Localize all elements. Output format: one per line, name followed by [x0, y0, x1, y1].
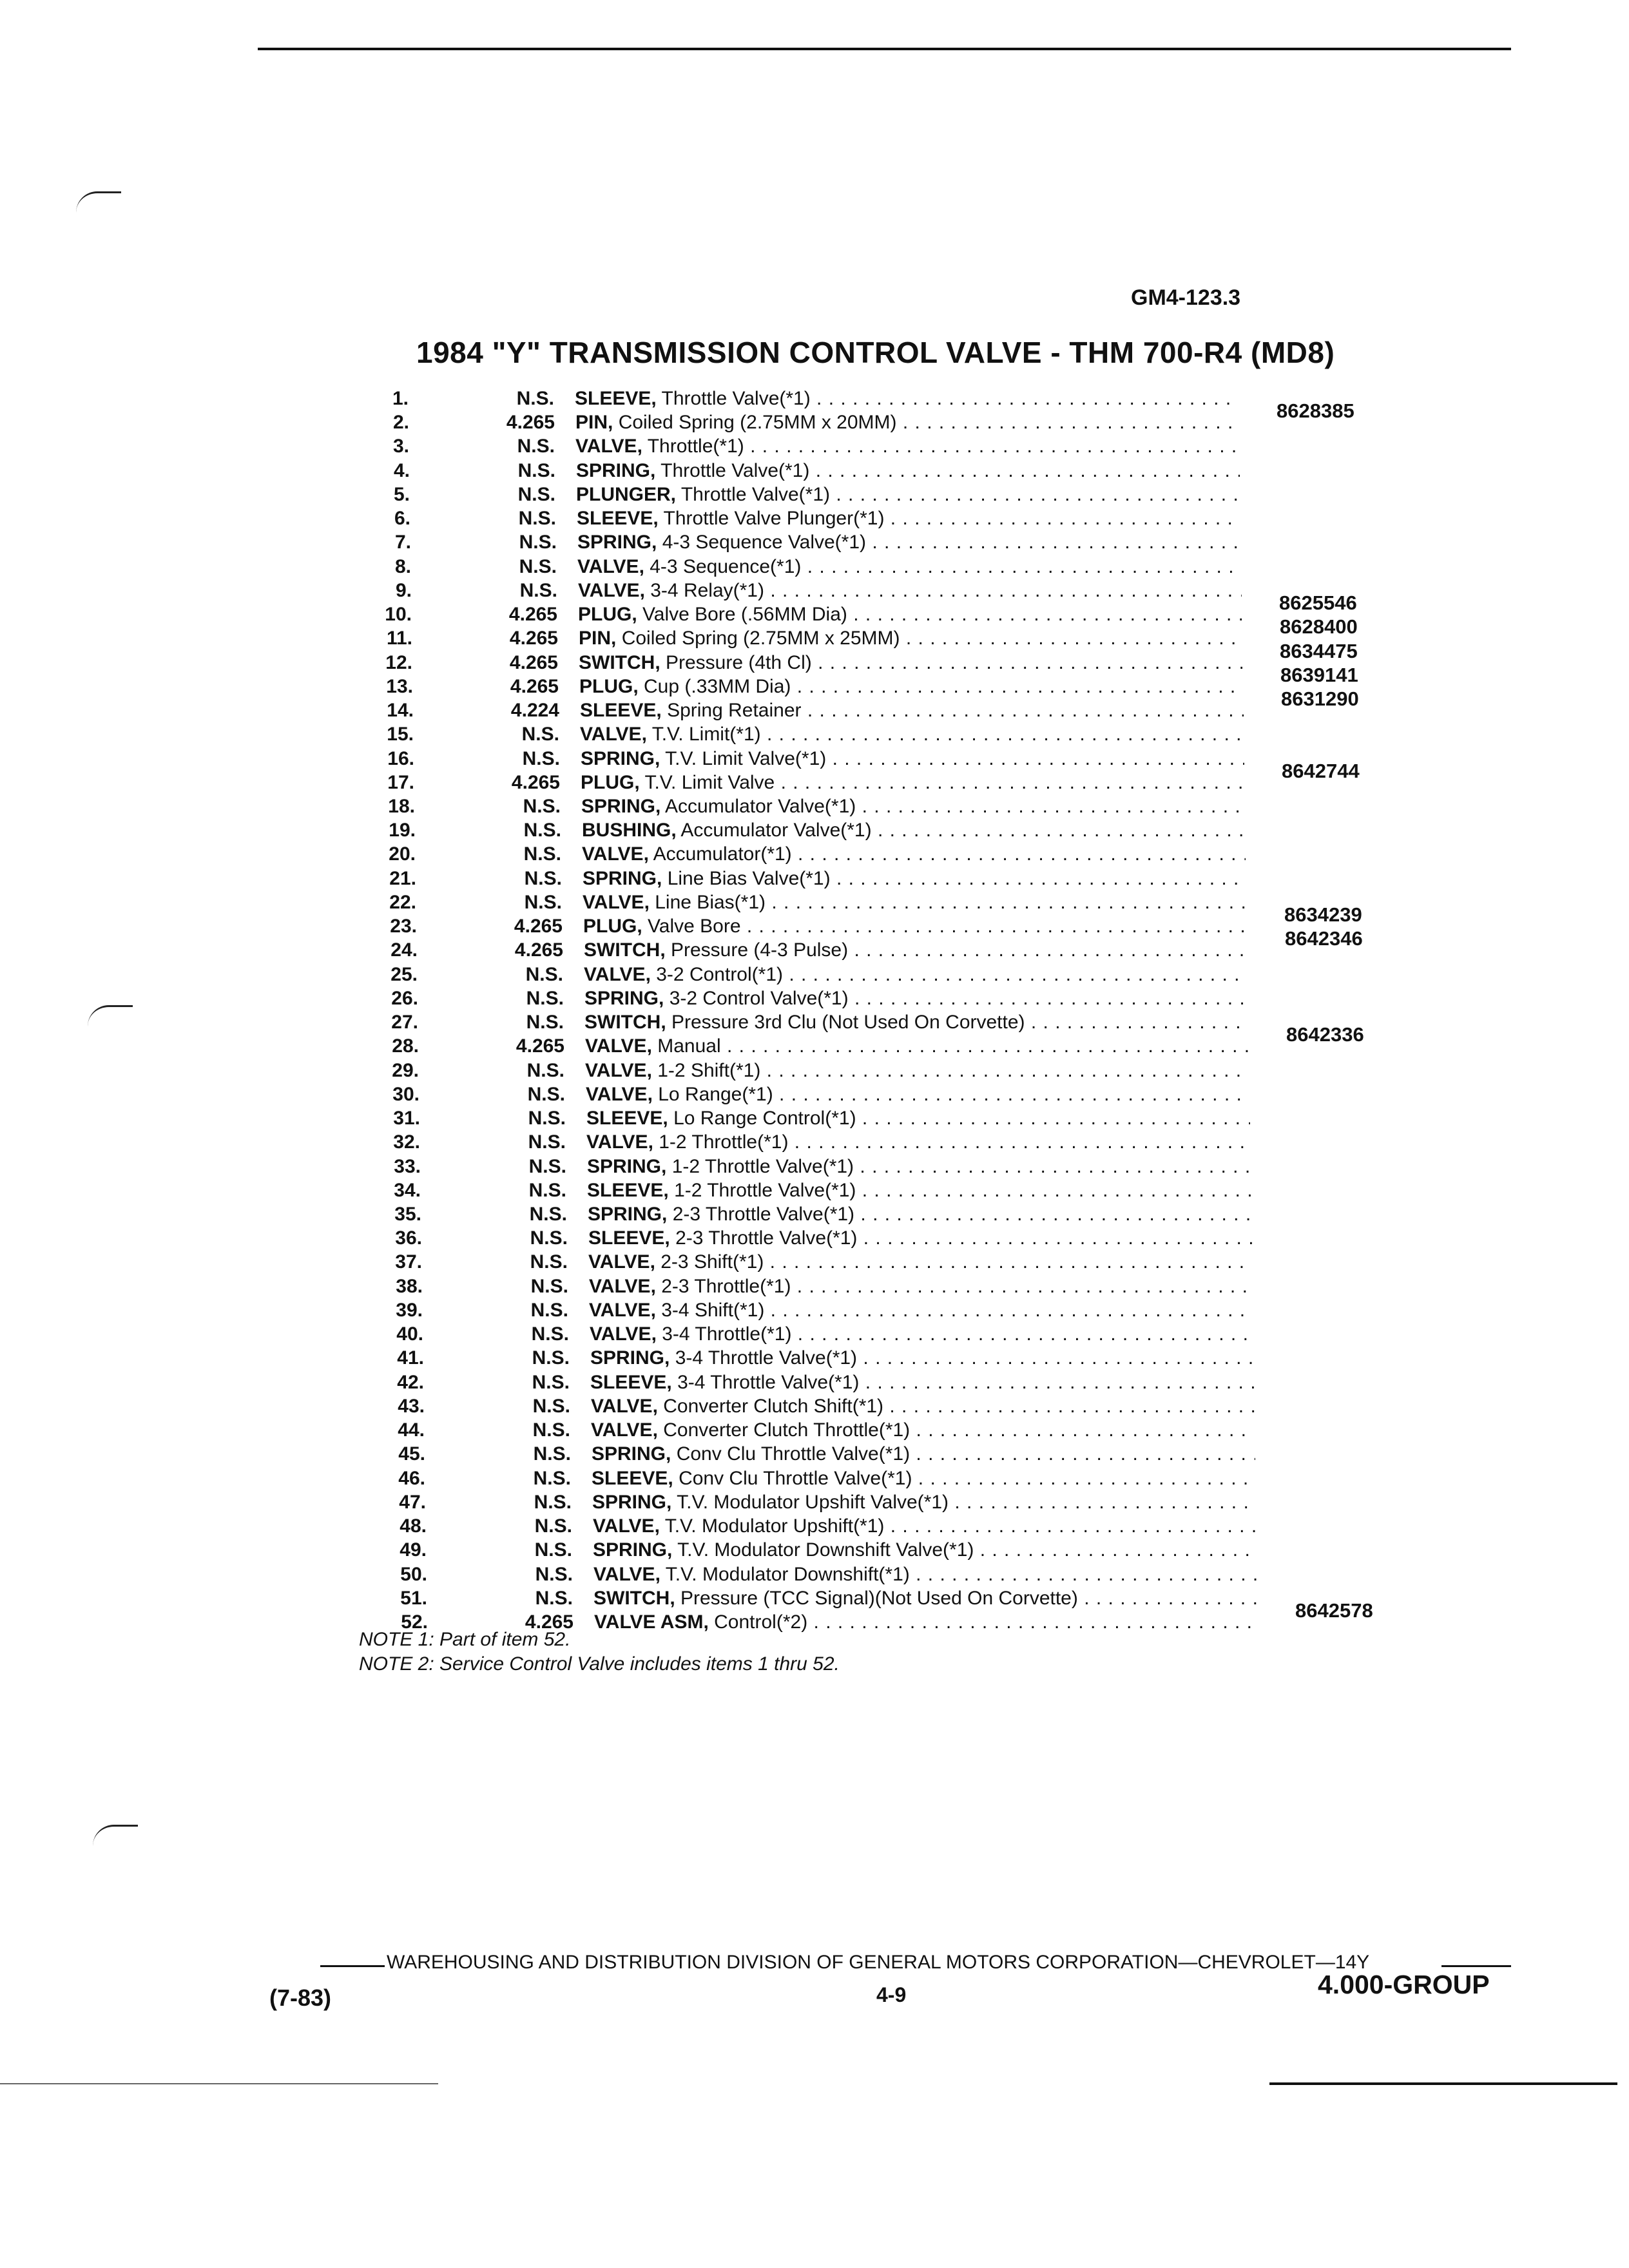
item-number: 24. [390, 939, 418, 961]
part-description [591, 1394, 1255, 1418]
part-name: PLUG, [581, 772, 640, 793]
part-description [587, 1178, 1251, 1202]
part-name: SLEEVE, [587, 1180, 669, 1201]
part-detail: T.V. Modulator Upshift Valve(*1) . . . [677, 1492, 1256, 1513]
part-detail: 2-3 Throttle(*1) . . . [661, 1276, 1253, 1297]
group-number: N.S. [517, 484, 555, 505]
part-detail: Accumulator(*1) . . . [653, 843, 1246, 865]
part-detail: 1-2 Shift(*1) . . . [657, 1060, 1249, 1081]
item-number: 3. [392, 436, 409, 457]
item-number: 11. [386, 628, 412, 649]
part-detail: 3-2 Control(*1) . . . [656, 964, 1248, 985]
part-detail: 2-3 Shift(*1) . . . [660, 1251, 1252, 1273]
part-description [580, 698, 1244, 722]
part-description [584, 986, 1248, 1010]
part-detail: Line Bias(*1) . . . [655, 892, 1246, 913]
group-number: 4.265 [511, 772, 560, 793]
part-number: 8634239 [1284, 903, 1362, 926]
part-detail: Conv Clu Throttle Valve(*1) . . . [677, 1443, 1255, 1465]
group-number: N.S. [516, 388, 554, 409]
part-description [585, 1059, 1249, 1082]
part-detail: Manual . . . [657, 1035, 1249, 1057]
footer-rule-right [1441, 1965, 1511, 1967]
group-number: N.S. [526, 1012, 564, 1033]
group-number: 4.000-GROUP [1318, 1970, 1490, 1999]
part-description [577, 555, 1241, 579]
group-number: N.S. [519, 580, 557, 601]
group-number: N.S. [529, 1204, 567, 1225]
part-name: PLUG, [583, 916, 642, 937]
part-name: VALVE, [585, 1060, 652, 1081]
part-detail: Throttle Valve(*1) . . . [660, 460, 1240, 481]
group-number: N.S. [534, 1539, 572, 1561]
footer-text: WAREHOUSING AND DISTRIBUTION DIVISION OF GENERAL MOTORS CORPORATION—CHEVROLET—14Y [387, 1952, 1370, 1973]
note-2: NOTE 2: Service Control Valve includes items 1 thru 52. [359, 1653, 840, 1675]
group-number: N.S. [535, 1564, 573, 1585]
group-number: N.S. [519, 532, 557, 553]
part-description [590, 1322, 1253, 1346]
part-detail: 1-2 Throttle Valve(*1) . . . [674, 1180, 1251, 1201]
item-number: 49. [400, 1539, 427, 1561]
group-number: N.S. [531, 1323, 569, 1345]
part-description [579, 651, 1242, 675]
item-number: 44. [398, 1419, 425, 1441]
group-number: N.S. [533, 1468, 571, 1489]
group-number: N.S. [528, 1180, 566, 1201]
part-detail: T.V. Limit Valve . . . [644, 772, 1244, 793]
part-detail: Spring Retainer . . . [667, 700, 1244, 721]
part-detail: Converter Clutch Throttle(*1) . . . [663, 1419, 1255, 1441]
part-description [584, 938, 1248, 962]
note-1: NOTE 1: Part of item 52. [359, 1629, 571, 1650]
part-detail: T.V. Modulator Downshift Valve(*1) . . . [677, 1539, 1257, 1561]
part-detail: 3-4 Shift(*1) . . . [661, 1300, 1253, 1321]
part-detail: Lo Range(*1) . . . [658, 1084, 1249, 1105]
group-number: 4.265 [514, 939, 563, 961]
part-detail: 3-4 Throttle Valve(*1) . . . [677, 1372, 1254, 1393]
part-description [578, 602, 1242, 626]
part-description [593, 1514, 1257, 1538]
group-number: N.S. [517, 460, 555, 481]
part-name: SWITCH, [593, 1588, 675, 1609]
item-number: 20. [389, 843, 416, 865]
part-description [581, 794, 1245, 818]
part-name: SLEEVE, [586, 1108, 668, 1129]
group-number: N.S. [523, 843, 561, 865]
part-description [592, 1442, 1255, 1466]
part-name: SPRING, [584, 988, 664, 1009]
part-name: SWITCH, [579, 652, 660, 673]
part-description [587, 1155, 1251, 1178]
part-description [576, 483, 1240, 506]
part-detail: Throttle Valve(*1) . . . [662, 388, 1239, 409]
part-description [590, 1370, 1254, 1394]
part-detail: Cup (.33MM Dia) . . . [644, 676, 1243, 697]
part-name: SPRING, [592, 1492, 672, 1513]
footer-rule-left [320, 1965, 385, 1967]
item-number: 29. [392, 1060, 419, 1081]
part-detail: T.V. Modulator Downshift(*1) . . . [666, 1564, 1257, 1585]
part-description [593, 1538, 1257, 1562]
part-description [579, 675, 1243, 698]
group-number: N.S. [534, 1492, 572, 1513]
part-detail: T.V. Limit Valve(*1) . . . [665, 748, 1244, 769]
part-description [590, 1346, 1254, 1370]
group-number: 4.265 [514, 916, 563, 937]
item-number: 33. [394, 1156, 421, 1177]
item-number: 41. [397, 1347, 424, 1369]
group-number: N.S. [517, 436, 555, 457]
part-description [585, 1034, 1249, 1058]
part-description [575, 410, 1239, 434]
part-detail: Control(*2) . . . [714, 1611, 1258, 1633]
part-description [591, 1418, 1255, 1442]
part-name: PIN, [579, 628, 617, 649]
part-description [580, 722, 1244, 746]
part-name: VALVE, [586, 1084, 653, 1105]
part-description [583, 914, 1247, 938]
part-name: SLEEVE, [580, 700, 662, 721]
group-number: N.S. [535, 1588, 573, 1609]
item-number: 19. [389, 820, 416, 841]
part-name: VALVE, [585, 1035, 652, 1057]
part-detail: Pressure (4-3 Pulse) . . . [671, 939, 1248, 961]
part-description [594, 1610, 1258, 1634]
item-number: 48. [400, 1515, 427, 1537]
part-name: VALVE, [588, 1251, 655, 1273]
part-description [593, 1562, 1257, 1586]
part-name: PIN, [575, 412, 613, 433]
item-number: 25. [390, 964, 418, 985]
part-description [583, 890, 1246, 914]
item-number: 52. [401, 1611, 428, 1633]
part-description [575, 434, 1239, 458]
group-number: N.S. [530, 1251, 568, 1273]
group-number: N.S. [526, 988, 564, 1009]
part-number: 8642744 [1282, 760, 1360, 782]
item-number: 39. [396, 1300, 423, 1321]
part-number: 8642578 [1295, 1599, 1373, 1622]
item-number: 15. [387, 724, 414, 745]
part-description [577, 506, 1240, 530]
item-number: 12. [385, 652, 412, 673]
item-number: 10. [385, 604, 412, 625]
part-name: VALVE, [583, 892, 650, 913]
group-number: N.S. [521, 724, 559, 745]
part-name: SLEEVE, [575, 388, 657, 409]
part-detail: 4-3 Sequence Valve(*1) . . . [662, 532, 1241, 553]
part-name: VALVE, [589, 1300, 656, 1321]
item-number: 2. [392, 412, 409, 433]
item-number: 8. [394, 556, 411, 577]
part-name: SPRING, [581, 796, 661, 817]
part-detail: 2-3 Throttle Valve(*1) . . . [675, 1227, 1252, 1249]
part-description [581, 747, 1244, 771]
part-name: SPRING, [593, 1539, 673, 1561]
part-detail: Pressure 3rd Clu (Not Used On Corvette) . . . [671, 1012, 1248, 1033]
part-detail: 4-3 Sequence(*1) . . . [650, 556, 1241, 577]
bottom-rule-left [0, 2083, 438, 2084]
part-name: SPRING, [583, 868, 662, 889]
group-number: N.S. [524, 892, 562, 913]
part-detail: Throttle(*1) . . . [648, 436, 1239, 457]
part-detail: Valve Bore (.56MM Dia) . . . [642, 604, 1242, 625]
part-description [589, 1298, 1253, 1322]
part-description [586, 1130, 1250, 1154]
part-name: SLEEVE, [577, 508, 659, 529]
item-number: 22. [389, 892, 416, 913]
group-number: N.S. [532, 1347, 570, 1369]
item-number: 30. [392, 1084, 419, 1105]
part-detail: Accumulator Valve(*1) . . . [665, 796, 1245, 817]
group-number: N.S. [533, 1443, 571, 1465]
part-detail: Conv Clu Throttle Valve(*1) . . . [679, 1468, 1255, 1489]
part-name: SLEEVE, [590, 1372, 672, 1393]
part-name: PLUG, [579, 676, 639, 697]
part-detail: 3-4 Throttle(*1) . . . [662, 1323, 1253, 1345]
group-number: N.S. [523, 796, 561, 817]
item-number: 42. [397, 1372, 424, 1393]
part-name: BUSHING, [582, 820, 677, 841]
document-code: GM4-123.3 [1131, 285, 1241, 310]
part-detail: Pressure (4th Cl) . . . [666, 652, 1242, 673]
part-name: SPRING, [581, 748, 660, 769]
item-number: 5. [393, 484, 410, 505]
part-number: 8642336 [1286, 1023, 1364, 1046]
part-detail: Lo Range Control(*1) . . . [673, 1108, 1250, 1129]
item-number: 6. [394, 508, 410, 529]
part-description [586, 1082, 1249, 1106]
item-number: 40. [396, 1323, 423, 1345]
part-detail: Valve Bore . . . [648, 916, 1247, 937]
part-description [577, 530, 1241, 554]
item-number: 18. [388, 796, 415, 817]
revision-date: (7-83) [269, 1984, 332, 2011]
part-name: VALVE, [589, 1276, 656, 1297]
part-number: 8642346 [1285, 927, 1363, 950]
part-description [588, 1202, 1251, 1226]
group-number: N.S. [523, 820, 561, 841]
part-detail: 3-4 Throttle Valve(*1) . . . [675, 1347, 1254, 1369]
part-description [584, 1010, 1248, 1034]
part-description [583, 867, 1246, 890]
part-name: SPRING, [592, 1443, 671, 1465]
bottom-rule-right [1269, 2082, 1617, 2085]
part-detail: T.V. Modulator Upshift(*1) . . . [665, 1515, 1257, 1537]
item-number: 45. [398, 1443, 425, 1465]
item-number: 32. [393, 1131, 420, 1153]
group-number: N.S. [526, 1060, 564, 1081]
part-name: SPRING, [577, 532, 657, 553]
part-number: 8634475 [1280, 640, 1358, 662]
part-name: VALVE, [584, 964, 651, 985]
group-number: N.S. [530, 1227, 568, 1249]
part-detail: Throttle Valve(*1) . . . [681, 484, 1240, 505]
group-number: N.S. [528, 1108, 566, 1129]
group-number: N.S. [528, 1131, 566, 1153]
part-name: VALVE, [578, 580, 645, 601]
part-name: PLUNGER, [576, 484, 677, 505]
item-number: 50. [400, 1564, 427, 1585]
item-number: 31. [393, 1108, 420, 1129]
part-name: VALVE, [591, 1419, 658, 1441]
part-description [588, 1226, 1252, 1250]
item-number: 35. [394, 1204, 421, 1225]
part-description [589, 1274, 1253, 1298]
item-number: 4. [393, 460, 410, 481]
part-description [584, 963, 1248, 986]
group-number: 4.224 [510, 700, 559, 721]
group-number: 4.265 [508, 604, 557, 625]
item-number: 7. [394, 532, 411, 553]
group-number: N.S. [518, 508, 556, 529]
part-name: SPRING, [588, 1204, 668, 1225]
group-number: 4.265 [509, 628, 558, 649]
group-number: N.S. [532, 1419, 570, 1441]
item-number: 47. [399, 1492, 426, 1513]
item-number: 43. [398, 1396, 425, 1417]
item-number: 9. [395, 580, 412, 601]
group-number: 4.265 [516, 1035, 564, 1057]
part-detail: 3-2 Control Valve(*1) . . . [670, 988, 1248, 1009]
item-number: 16. [387, 748, 414, 769]
part-description [579, 626, 1242, 650]
item-number: 38. [396, 1276, 423, 1297]
item-number: 23. [390, 916, 417, 937]
part-name: SPRING, [576, 460, 656, 481]
page-number: 4-9 [876, 1983, 907, 2006]
part-name: VALVE, [593, 1564, 660, 1585]
part-description [586, 1106, 1250, 1130]
group-number: 4.265 [510, 676, 559, 697]
item-number: 17. [387, 772, 414, 793]
part-detail: Accumulator Valve(*1) . . . [680, 820, 1246, 841]
part-detail: Coiled Spring (2.75MM x 20MM) . . . [619, 412, 1239, 433]
part-name: VALVE, [575, 436, 642, 457]
group-number: N.S. [534, 1515, 572, 1537]
part-name: VALVE, [591, 1396, 658, 1417]
part-name: SWITCH, [584, 1012, 666, 1033]
part-description [578, 579, 1242, 602]
part-description [582, 842, 1246, 866]
part-detail: Coiled Spring (2.75MM x 25MM) . . . [622, 628, 1242, 649]
group-number: N.S. [528, 1156, 566, 1177]
part-detail: Pressure (TCC Signal)(Not Used On Corvette) . . . [680, 1588, 1257, 1609]
part-name: SPRING, [587, 1156, 667, 1177]
group-number: N.S. [522, 748, 560, 769]
item-number: 46. [398, 1468, 425, 1489]
part-name: VALVE, [586, 1131, 653, 1153]
part-name: SLEEVE, [588, 1227, 670, 1249]
part-name: VALVE, [577, 556, 644, 577]
item-number: 27. [391, 1012, 418, 1033]
group-number: N.S. [530, 1276, 568, 1297]
part-name: VALVE ASM, [594, 1611, 709, 1633]
item-number: 1. [392, 388, 409, 409]
item-number: 37. [395, 1251, 422, 1273]
group-number: N.S. [532, 1372, 570, 1393]
group-number: N.S. [519, 556, 557, 577]
part-name: PLUG, [578, 604, 637, 625]
part-name: SLEEVE, [592, 1468, 673, 1489]
part-detail: Line Bias Valve(*1) . . . [668, 868, 1246, 889]
item-number: 13. [386, 676, 413, 697]
part-name: SWITCH, [584, 939, 666, 961]
group-number: N.S. [527, 1084, 565, 1105]
part-description [588, 1250, 1252, 1274]
item-number: 28. [392, 1035, 419, 1057]
part-number: 8631290 [1281, 687, 1359, 710]
part-name: VALVE, [582, 843, 649, 865]
group-number: 4.265 [525, 1611, 574, 1633]
part-detail: 3-4 Relay(*1) . . . [650, 580, 1242, 601]
part-number: 8625546 [1279, 591, 1357, 614]
part-description [575, 387, 1239, 410]
part-description [592, 1466, 1255, 1490]
part-description [576, 459, 1240, 483]
item-number: 51. [400, 1588, 427, 1609]
item-number: 14. [387, 700, 414, 721]
part-detail: Throttle Valve Plunger(*1) . . . [664, 508, 1240, 529]
part-detail: 2-3 Throttle Valve(*1) . . . [673, 1204, 1251, 1225]
part-name: VALVE, [580, 724, 647, 745]
item-number: 21. [389, 868, 416, 889]
group-number: N.S. [525, 964, 563, 985]
part-number: 8639141 [1280, 664, 1358, 686]
part-name: SPRING, [590, 1347, 670, 1369]
page-title: 1984 "Y" TRANSMISSION CONTROL VALVE - THM 700-R4 (MD8) [416, 336, 1335, 369]
group-number: N.S. [530, 1300, 568, 1321]
item-number: 36. [395, 1227, 422, 1249]
part-detail: Converter Clutch Shift(*1) . . . [663, 1396, 1255, 1417]
group-number: 4.265 [506, 412, 555, 433]
part-description [593, 1586, 1257, 1610]
part-detail: T.V. Limit(*1) . . . [652, 724, 1244, 745]
part-number: 8628385 [1277, 399, 1354, 422]
part-number: 8628400 [1280, 615, 1358, 638]
group-number: N.S. [532, 1396, 570, 1417]
group-number: N.S. [524, 868, 562, 889]
item-number: 26. [391, 988, 418, 1009]
part-detail: 1-2 Throttle(*1) . . . [659, 1131, 1250, 1153]
part-name: VALVE, [590, 1323, 657, 1345]
part-detail: 1-2 Throttle Valve(*1) . . . [672, 1156, 1251, 1177]
part-name: VALVE, [593, 1515, 660, 1537]
part-description [581, 771, 1244, 794]
part-description [592, 1490, 1256, 1514]
group-number: 4.265 [509, 652, 558, 673]
part-description [582, 818, 1246, 842]
item-number: 34. [394, 1180, 421, 1201]
